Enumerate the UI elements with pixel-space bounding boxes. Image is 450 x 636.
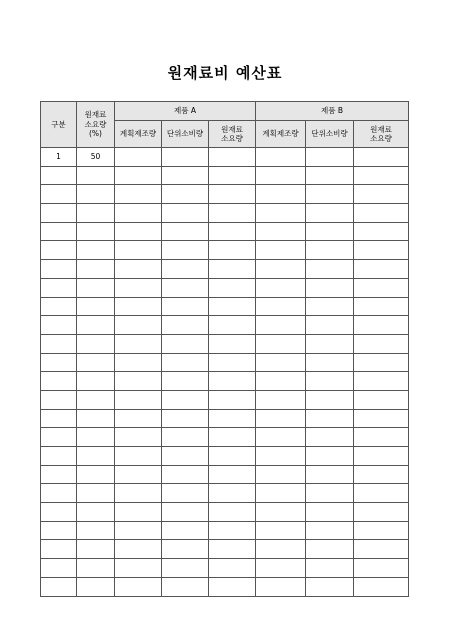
table-cell xyxy=(77,260,115,279)
table-cell xyxy=(162,166,209,185)
table-cell xyxy=(162,390,209,409)
a-material-usage-header: 원재료 소요량 xyxy=(209,121,256,148)
table-cell xyxy=(256,204,306,223)
table-cell xyxy=(41,559,77,578)
table-cell xyxy=(77,185,115,204)
table-cell xyxy=(162,334,209,353)
division-header: 구분 xyxy=(41,102,77,148)
table-cell xyxy=(115,148,162,167)
table-cell xyxy=(162,260,209,279)
table-cell xyxy=(162,503,209,522)
table-cell xyxy=(162,465,209,484)
table-cell xyxy=(354,353,409,372)
table-cell xyxy=(115,278,162,297)
table-cell xyxy=(115,465,162,484)
table-cell xyxy=(306,316,354,335)
table-cell xyxy=(256,353,306,372)
product-b-header: 제품 B xyxy=(256,102,409,121)
table-row xyxy=(41,409,409,428)
table-cell xyxy=(256,222,306,241)
table-cell xyxy=(306,447,354,466)
table-cell xyxy=(77,484,115,503)
table-cell xyxy=(162,521,209,540)
table-row xyxy=(41,316,409,335)
table-cell xyxy=(162,316,209,335)
table-row xyxy=(41,559,409,578)
table-cell xyxy=(306,278,354,297)
table-cell xyxy=(354,503,409,522)
table-cell xyxy=(209,148,256,167)
table-cell xyxy=(77,465,115,484)
table-cell xyxy=(256,521,306,540)
table-row xyxy=(41,353,409,372)
table-cell xyxy=(77,222,115,241)
b-unit-consumption-header: 단위소비량 xyxy=(306,121,354,148)
table-cell xyxy=(115,428,162,447)
table-cell xyxy=(115,185,162,204)
table-cell xyxy=(256,185,306,204)
table-cell xyxy=(209,297,256,316)
table-cell xyxy=(77,577,115,596)
table-cell xyxy=(115,241,162,260)
table-cell xyxy=(209,447,256,466)
table-cell xyxy=(41,260,77,279)
table-cell xyxy=(354,521,409,540)
table-cell xyxy=(115,447,162,466)
table-cell xyxy=(256,241,306,260)
table-cell xyxy=(162,447,209,466)
table-cell xyxy=(256,428,306,447)
table-row xyxy=(41,297,409,316)
table-cell xyxy=(354,577,409,596)
table-cell xyxy=(354,447,409,466)
table-cell xyxy=(41,428,77,447)
table-cell xyxy=(77,204,115,223)
table-cell xyxy=(209,185,256,204)
table-cell xyxy=(41,484,77,503)
page-title: 원재료비 예산표 xyxy=(167,64,283,82)
table-cell xyxy=(354,222,409,241)
table-cell xyxy=(115,222,162,241)
table-row xyxy=(41,484,409,503)
table-cell xyxy=(41,353,77,372)
table-cell xyxy=(209,559,256,578)
table-row xyxy=(41,278,409,297)
table-cell xyxy=(77,278,115,297)
table-cell xyxy=(209,204,256,223)
table-cell xyxy=(162,428,209,447)
table-row xyxy=(41,540,409,559)
material-usage-pct-header: 원재료 소요량 (%) xyxy=(77,102,115,148)
table-cell xyxy=(306,204,354,223)
table-cell xyxy=(354,241,409,260)
table-row xyxy=(41,185,409,204)
table-row xyxy=(41,521,409,540)
table-cell xyxy=(209,372,256,391)
table-cell xyxy=(162,278,209,297)
product-a-header: 제품 A xyxy=(115,102,256,121)
table-cell xyxy=(306,222,354,241)
table-cell xyxy=(256,484,306,503)
table-cell xyxy=(115,372,162,391)
b-planned-production-header: 계획제조량 xyxy=(256,121,306,148)
table-row xyxy=(41,372,409,391)
table-cell xyxy=(306,559,354,578)
table-cell xyxy=(41,409,77,428)
table-cell xyxy=(306,409,354,428)
table-cell xyxy=(41,334,77,353)
table-cell xyxy=(354,372,409,391)
table-row xyxy=(41,447,409,466)
table-cell xyxy=(306,148,354,167)
table-cell xyxy=(256,297,306,316)
table-cell xyxy=(306,540,354,559)
table-cell xyxy=(77,409,115,428)
table-cell xyxy=(77,428,115,447)
table-cell xyxy=(41,503,77,522)
table-cell xyxy=(41,577,77,596)
table-cell xyxy=(306,334,354,353)
table-cell xyxy=(115,353,162,372)
table-cell xyxy=(162,484,209,503)
table-cell xyxy=(77,372,115,391)
table-cell xyxy=(41,447,77,466)
table-cell xyxy=(256,465,306,484)
table-row xyxy=(41,148,409,167)
table-cell xyxy=(77,503,115,522)
table-cell xyxy=(354,409,409,428)
table-cell xyxy=(256,577,306,596)
table-cell xyxy=(77,241,115,260)
table-cell xyxy=(306,390,354,409)
table-cell xyxy=(115,503,162,522)
table-cell xyxy=(162,540,209,559)
table-cell xyxy=(256,447,306,466)
table-cell xyxy=(354,465,409,484)
table-row xyxy=(41,204,409,223)
table-row xyxy=(41,428,409,447)
table-cell xyxy=(209,353,256,372)
table-cell xyxy=(115,297,162,316)
table-cell xyxy=(256,503,306,522)
table-cell xyxy=(306,260,354,279)
table-cell xyxy=(77,390,115,409)
table-cell xyxy=(77,521,115,540)
table-cell xyxy=(209,390,256,409)
table-cell xyxy=(77,540,115,559)
table-cell xyxy=(306,465,354,484)
table-cell xyxy=(162,222,209,241)
table-cell xyxy=(115,334,162,353)
table-cell xyxy=(162,185,209,204)
table-cell xyxy=(256,166,306,185)
table-cell xyxy=(77,559,115,578)
table-cell xyxy=(354,204,409,223)
table-cell xyxy=(306,521,354,540)
table-cell xyxy=(209,241,256,260)
table-cell xyxy=(115,484,162,503)
table-cell xyxy=(354,278,409,297)
table-cell xyxy=(354,297,409,316)
table-cell xyxy=(77,334,115,353)
table-cell xyxy=(209,484,256,503)
table-cell xyxy=(162,577,209,596)
table-cell xyxy=(256,540,306,559)
table-cell xyxy=(256,372,306,391)
table-cell xyxy=(115,540,162,559)
table-cell xyxy=(306,185,354,204)
table-cell xyxy=(306,353,354,372)
table-row xyxy=(41,334,409,353)
table-cell xyxy=(162,559,209,578)
table-cell xyxy=(162,241,209,260)
table-cell xyxy=(41,297,77,316)
table-cell xyxy=(256,148,306,167)
table-row xyxy=(41,166,409,185)
table-cell xyxy=(306,297,354,316)
table-cell xyxy=(162,409,209,428)
table-cell xyxy=(115,521,162,540)
table-cell xyxy=(77,447,115,466)
table-cell xyxy=(256,390,306,409)
table-cell xyxy=(354,166,409,185)
table-cell xyxy=(306,428,354,447)
table-cell xyxy=(209,503,256,522)
budget-table xyxy=(40,101,409,597)
table-cell xyxy=(354,559,409,578)
table-cell xyxy=(162,372,209,391)
table-cell xyxy=(209,278,256,297)
table-cell xyxy=(41,185,77,204)
table-cell xyxy=(306,503,354,522)
table-cell xyxy=(41,372,77,391)
table-cell xyxy=(77,316,115,335)
table-row xyxy=(41,577,409,596)
table-cell xyxy=(209,334,256,353)
table-cell xyxy=(209,316,256,335)
table-cell xyxy=(354,484,409,503)
table-cell xyxy=(41,390,77,409)
table-cell xyxy=(209,465,256,484)
table-row xyxy=(41,390,409,409)
table-cell xyxy=(256,316,306,335)
table-cell xyxy=(162,148,209,167)
table-cell xyxy=(41,465,77,484)
table-cell xyxy=(256,409,306,428)
table-cell xyxy=(306,166,354,185)
table-cell xyxy=(162,204,209,223)
table-cell xyxy=(41,166,77,185)
table-cell xyxy=(256,260,306,279)
table-row xyxy=(41,465,409,484)
table-cell xyxy=(209,166,256,185)
table-cell xyxy=(115,559,162,578)
table-cell xyxy=(41,540,77,559)
table-cell xyxy=(354,540,409,559)
b-material-usage-header: 원재료 소요량 xyxy=(354,121,409,148)
table-cell xyxy=(41,521,77,540)
table-cell xyxy=(77,166,115,185)
table-row xyxy=(41,260,409,279)
table-cell xyxy=(209,428,256,447)
table-row xyxy=(41,222,409,241)
table-cell xyxy=(41,241,77,260)
a-planned-production-header: 계획제조량 xyxy=(115,121,162,148)
table-cell xyxy=(256,334,306,353)
table-cell xyxy=(256,559,306,578)
table-cell xyxy=(77,353,115,372)
table-cell xyxy=(115,204,162,223)
table-cell xyxy=(354,334,409,353)
table-cell xyxy=(354,148,409,167)
table-cell xyxy=(162,353,209,372)
table-cell xyxy=(41,278,77,297)
table-cell xyxy=(41,204,77,223)
table-cell xyxy=(306,372,354,391)
table-cell xyxy=(162,297,209,316)
table-cell xyxy=(354,185,409,204)
table-cell xyxy=(115,260,162,279)
table-cell xyxy=(306,577,354,596)
table-cell xyxy=(209,521,256,540)
table-cell: 1 xyxy=(41,148,77,167)
table-cell xyxy=(209,260,256,279)
table-cell xyxy=(209,409,256,428)
table-cell xyxy=(115,409,162,428)
table-cell xyxy=(115,166,162,185)
table-cell xyxy=(115,316,162,335)
table-cell: 50 xyxy=(77,148,115,167)
table-row xyxy=(41,503,409,522)
table-cell xyxy=(209,577,256,596)
table-cell xyxy=(115,577,162,596)
table-cell xyxy=(77,297,115,316)
table-cell xyxy=(306,484,354,503)
table-cell xyxy=(354,390,409,409)
a-unit-consumption-header: 단위소비량 xyxy=(162,121,209,148)
table-body xyxy=(41,148,409,597)
table-cell xyxy=(306,241,354,260)
table-cell xyxy=(354,428,409,447)
table-cell xyxy=(41,316,77,335)
table-cell xyxy=(115,390,162,409)
table-cell xyxy=(256,278,306,297)
table-row xyxy=(41,241,409,260)
table-cell xyxy=(209,540,256,559)
table-cell xyxy=(354,260,409,279)
table-cell xyxy=(209,222,256,241)
table-cell xyxy=(354,316,409,335)
table-cell xyxy=(41,222,77,241)
